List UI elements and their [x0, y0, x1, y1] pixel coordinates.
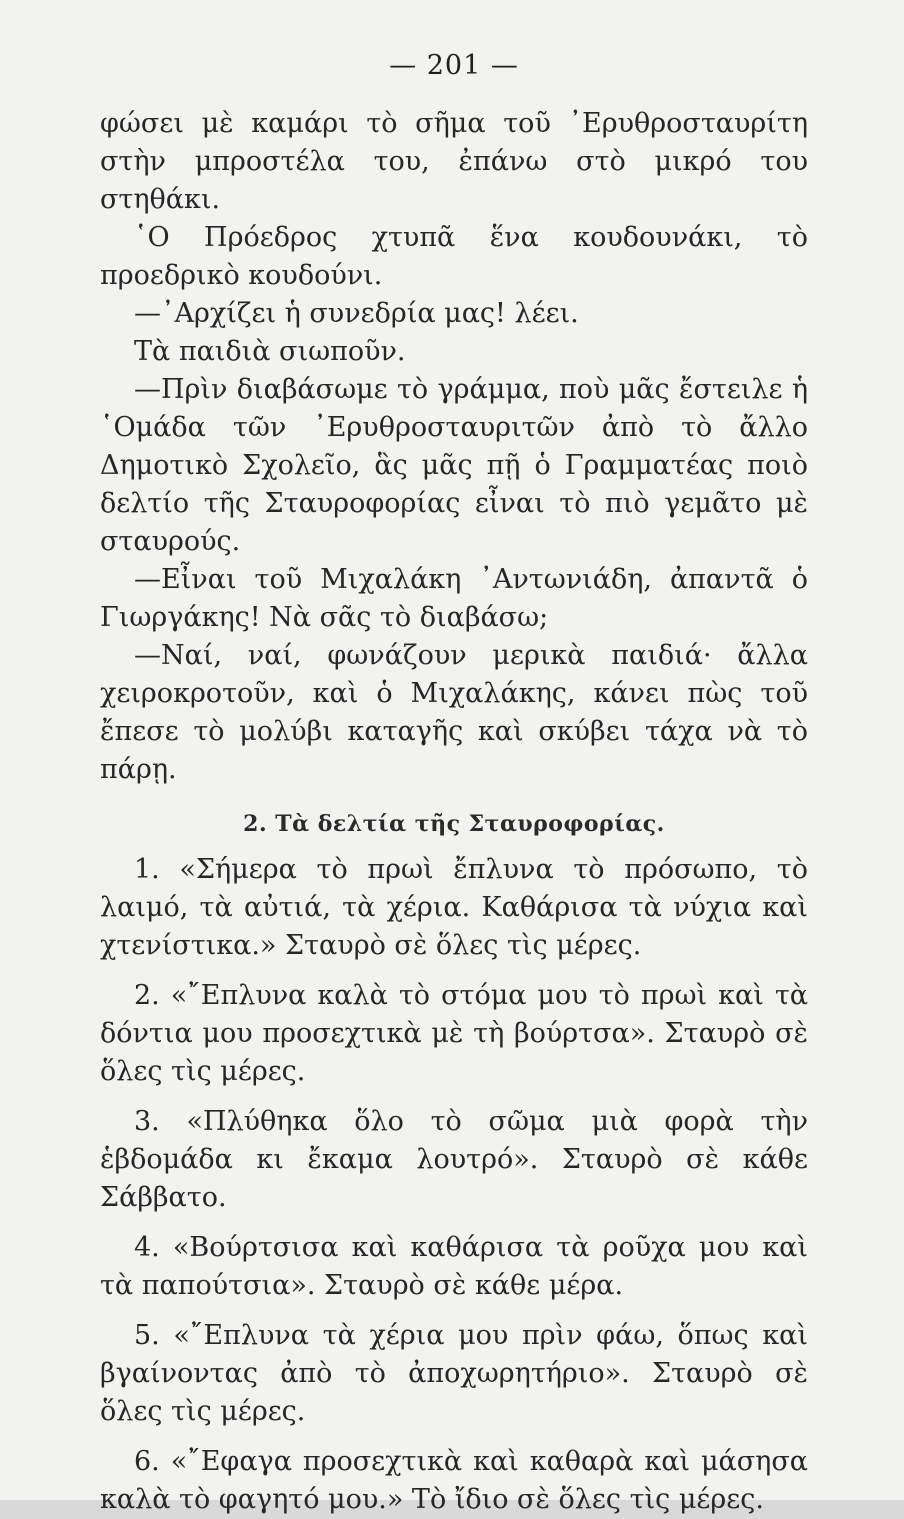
- paragraph: φώσει μὲ καμάρι τὸ σῆμα τοῦ ᾿Ερυθροσταυρίτη στὴν μπροστέλα του, ἐπάνω στὸ μικρό του στηθάκι.: [100, 108, 808, 215]
- intro-text: [100, 105, 808, 789]
- list-item: 6. «῎Εφαγα προσεχτικὰ καὶ καθαρὰ καὶ μάσησα καλὰ τὸ φαγητό μου.» Τὸ ἴδιο σὲ ὅλες τὶς μέρες.: [100, 1446, 808, 1515]
- paragraph: ῾Ο Πρόεδρος χτυπᾶ ἕνα κουδουνάκι, τὸ προεδρικὸ κουδούνι.: [100, 222, 808, 291]
- paragraph: Τὰ παιδιὰ σιωποῦν.: [134, 336, 406, 367]
- paragraph: —Ναί, ναί, φωνάζουν μερικὰ παιδιά· ἄλλα χειροκροτοῦν, καὶ ὁ Μιχαλάκης, κάνει πὼς τοῦ ἔπεσε τὸ μολύβι καταγῆς καὶ σκύβει τάχα νὰ τὸ πάρῃ.: [100, 640, 808, 785]
- paragraph: —᾿Αρχίζει ἡ συνεδρία μας! λέει.: [134, 298, 579, 329]
- list-item: 1. «Σήμερα τὸ πρωὶ ἔπλυνα τὸ πρόσωπο, τὸ λαιμό, τὰ αὐτιά, τὰ χέρια. Καθάρισα τὰ νύχια καὶ χτενίστικα.» Σταυρὸ σὲ ὅλες τὶς μέρες.: [100, 854, 808, 961]
- section-title: 2. Τὰ δελτία τῆς Σταυροφορίας.: [243, 811, 665, 837]
- list-item: 3. «Πλύθηκα ὅλο τὸ σῶμα μιὰ φορὰ τὴν ἑβδομάδα κι ἔκαμα λουτρό». Σταυρὸ σὲ κάθε Σάββατο.: [100, 1106, 808, 1213]
- list-item: 2. «῎Επλυνα καλὰ τὸ στόμα μου τὸ πρωὶ καὶ τὰ δόντια μου προσεχτικὰ μὲ τὴ βούρτσα». Σταυρὸ σὲ ὅλες τὶς μέρες.: [100, 980, 808, 1087]
- paragraph: —Εἶναι τοῦ Μιχαλάκη ᾿Αντωνιάδη, ἀπαντᾶ ὁ Γιωργάκης! Νὰ σᾶς τὸ διαβάσω;: [100, 564, 808, 633]
- list-item: 5. «῎Επλυνα τὰ χέρια μου πρὶν φάω, ὅπως καὶ βγαίνοντας ἀπὸ τὸ ἀποχωρητήριο». Σταυρὸ σὲ ὅλες τὶς μέρες.: [100, 1320, 808, 1427]
- page-number: — 201 —: [389, 50, 519, 81]
- list-item: 4. «Βούρτσισα καὶ καθάρισα τὰ ροῦχα μου καὶ τὰ παπούτσια». Σταυρὸ σὲ κάθε μέρα.: [100, 1232, 808, 1301]
- bulletin-list: [100, 851, 808, 1519]
- paragraph: —Πρὶν διαβάσωμε τὸ γράμμα, ποὺ μᾶς ἔστειλε ἡ ῾Ομάδα τῶν ᾿Ερυθροσταυριτῶν ἀπὸ τὸ ἄλλο Δημοτικὸ Σχολεῖο, ἃς μᾶς πῇ ὁ Γραμματέας ποιὸ δελτίο τῆς Σταυροφορίας εἶναι τὸ πιὸ γεμᾶτο μὲ σταυρούς.: [100, 374, 808, 557]
